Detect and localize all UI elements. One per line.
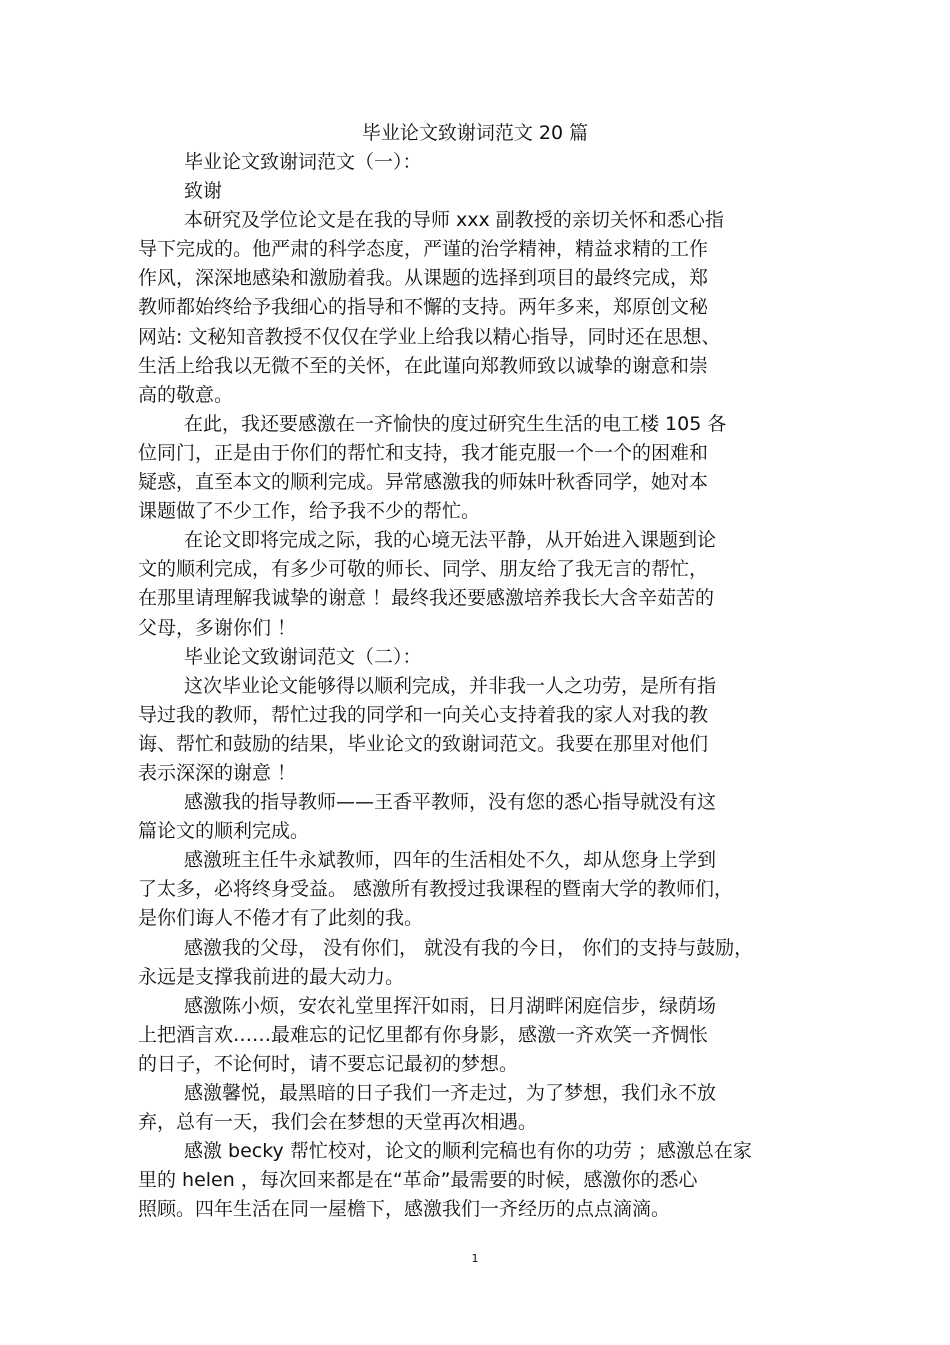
text-line: 毕业论文致谢词范文（一）： — [184, 151, 422, 173]
text-line: 表示深深的谢意 ！ — [138, 761, 297, 784]
text-line: 毕业论文致谢词范文（二）： — [184, 645, 422, 668]
text-line: 篇论文的顺利完成。 — [138, 820, 310, 843]
text-line: 课题做了不少工作，给予我不少的帮忙。 — [138, 500, 481, 523]
text-line: 位同门，正是由于你们的帮忙和支持，我才能克服一个一个的困难和 — [138, 441, 709, 464]
text-line: 感激班主任牛永斌教师，四年的生活相处不久，却从您身上学到 — [184, 849, 717, 872]
text-line: 感激我的父母， 没有你们， 就没有我的今日， 你们的支持与鼓励， — [184, 936, 754, 959]
text-line: 感激陈小烦，安农礼堂里挥汗如雨，日月湖畔闲庭信步，绿荫场 — [184, 994, 717, 1017]
text-line: 生活上给我以无微不至的关怀，在此谨向郑教师致以诚挚的谢意和崇 — [138, 354, 709, 377]
text-line: 教师都始终给予我细心的指导和不懈的支持。两年多来，郑原创文秘 — [138, 296, 709, 319]
text-line: 网站: 文秘知音教授不仅仅在学业上给我以精心指导，同时还在思想、 — [138, 325, 721, 348]
text-line: 高的敬意。 — [138, 383, 234, 406]
text-line: 感激 becky 帮忙校对，论文的顺利完稿也有你的功劳 ；感激总在家 — [184, 1140, 752, 1163]
text-line: 感激我的指导教师——王香平教师，没有您的悉心指导就没有这 — [184, 791, 717, 814]
text-line: 父母，多谢你们 ！ — [138, 616, 297, 639]
document-title: 毕业论文致谢词范文 20 篇 — [361, 122, 589, 144]
text-line: 是你们诲人不倦才有了此刻的我。 — [138, 907, 424, 930]
page-number: 1 — [471, 1252, 479, 1265]
text-line: 作风，深深地感染和激励着我。从课题的选择到项目的最终完成，郑 — [138, 267, 709, 290]
text-line: 在此，我还要感激在一齐愉快的度过研究生生活的电工楼 105 各 — [184, 412, 727, 435]
text-line: 弃，总有一天，我们会在梦想的天堂再次相遇。 — [138, 1111, 538, 1134]
text-line: 导过我的教师，帮忙过我的同学和一向关心支持着我的家人对我的教 — [138, 703, 709, 726]
text-line: 永远是支撑我前进的最大动力。 — [138, 965, 405, 988]
text-line: 本研究及学位论文是在我的导师 xxx 副教授的亲切关怀和悉心指 — [184, 209, 724, 232]
text-line: 的日子，不论何时，请不要忘记最初的梦想。 — [138, 1052, 519, 1075]
text-line: 致谢 — [184, 180, 223, 203]
text-line: 了太多，必将终身受益。 感激所有教授过我课程的暨南大学的教师们， — [138, 878, 734, 901]
text-line: 诲、帮忙和鼓励的结果，毕业论文的致谢词范文。我要在那里对他们 — [138, 732, 709, 755]
text-line: 在论文即将完成之际，我的心境无法平静，从开始进入课题到论 — [184, 529, 717, 552]
text-line: 文的顺利完成，有多少可敬的师长、同学、朋友给了我无言的帮忙， — [138, 558, 709, 581]
text-line: 这次毕业论文能够得以顺利完成，并非我一人之功劳，是所有指 — [184, 674, 717, 697]
text-line: 上把酒言欢……最难忘的记忆里都有你身影，感激一齐欢笑一齐惆怅 — [138, 1023, 709, 1046]
text-line: 疑惑，直至本文的顺利完成。异常感激我的师妹叶秋香同学，她对本 — [138, 471, 709, 494]
text-line: 导下完成的。他严肃的科学态度，严谨的治学精神，精益求精的工作 — [138, 238, 709, 261]
text-line: 感激馨悦，最黑暗的日子我们一齐走过，为了梦想，我们永不放 — [184, 1082, 717, 1104]
text-line: 照顾。四年生活在同一屋檐下，感激我们一齐经历的点点滴滴。 — [138, 1198, 671, 1221]
text-line: 在那里请理解我诚挚的谢意 ！最终我还要感激培养我长大含辛茹苦的 — [138, 587, 715, 610]
document-body — [138, 148, 828, 1224]
text-line: 里的 helen ，每次回来都是在“革命”最需要的时候，感激你的悉心 — [138, 1169, 698, 1192]
